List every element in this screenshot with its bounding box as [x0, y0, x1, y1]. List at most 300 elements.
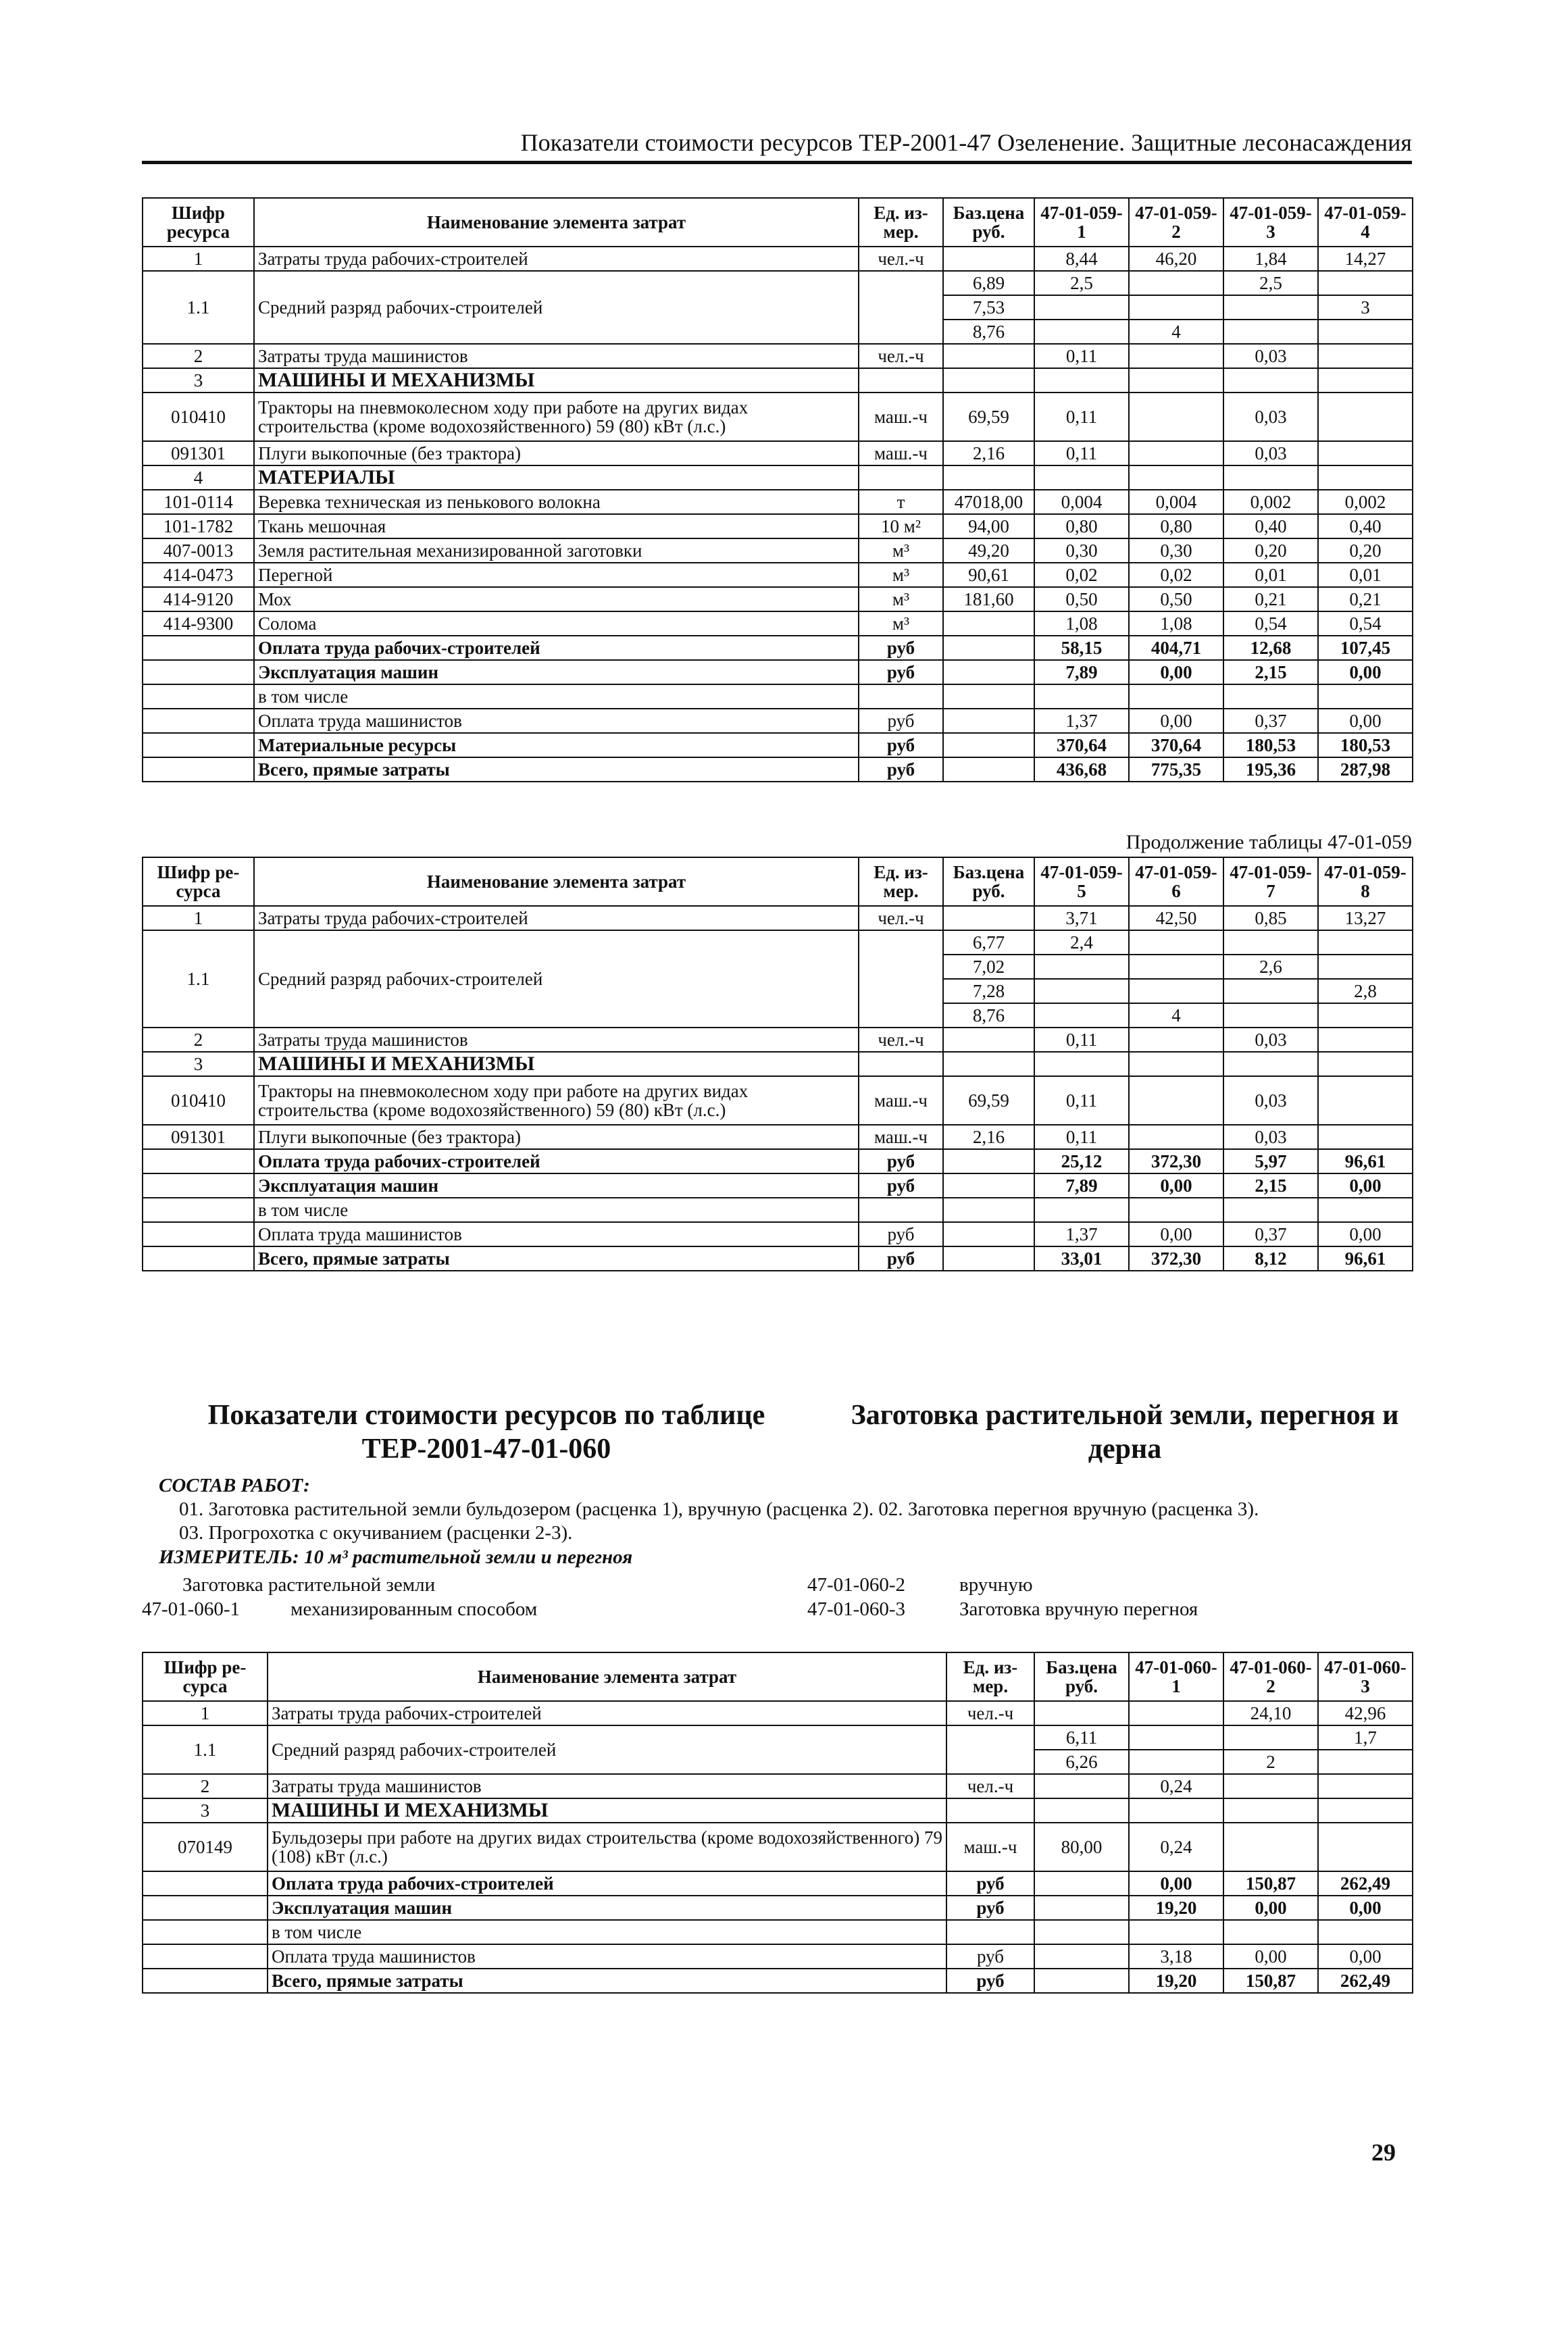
cell: 0,00 — [1129, 709, 1223, 733]
item-code: 47-01-060-1 — [142, 1598, 240, 1620]
composition-text: 01. Заготовка растительной земли бульдозером (расценка 1), вручную (расценка 2). 02. Заготовка перегноя вручную (расценка 3). — [179, 1498, 1259, 1520]
cell: 7,53 — [943, 295, 1034, 320]
cell — [943, 344, 1034, 368]
cell: 14,27 — [1318, 247, 1413, 271]
cell: 0,54 — [1318, 611, 1413, 636]
section-title-right: Заготовка растительной земли, перегноя и дерна — [851, 1400, 1399, 1465]
cell: 1 — [143, 906, 254, 930]
cell: 7,28 — [943, 979, 1034, 1003]
cell: 0,54 — [1223, 611, 1318, 636]
header-code: Шифр ре-сурса — [143, 857, 254, 906]
cell — [1223, 320, 1318, 344]
cell — [1034, 320, 1129, 344]
cell: 2,5 — [1034, 271, 1129, 295]
cell — [1318, 1774, 1413, 1798]
cell: 407-0013 — [143, 538, 254, 563]
table-row — [143, 1944, 1413, 1969]
cell — [1034, 955, 1129, 979]
cell: Всего, прямые затраты — [254, 1246, 859, 1271]
cell: Ткань мешочная — [254, 514, 859, 538]
cell — [1129, 1076, 1223, 1125]
cell: Плуги выкопочные (без трактора) — [254, 1125, 859, 1149]
cell — [1034, 295, 1129, 320]
composition-label: СОСТАВ РАБОТ: — [159, 1475, 310, 1496]
cell: 8,12 — [1223, 1246, 1318, 1271]
header-rate: 47-01-059-6 — [1129, 857, 1223, 906]
cell: Средний разряд рабочих-строителей — [254, 271, 859, 344]
cell — [1129, 441, 1223, 465]
cell: 0,00 — [1318, 709, 1413, 733]
cell — [1318, 1125, 1413, 1149]
cell — [859, 930, 943, 1028]
table-row — [143, 733, 1413, 757]
table-row — [143, 660, 1413, 684]
cell — [1318, 1028, 1413, 1052]
cell — [1318, 271, 1413, 295]
cell: 010410 — [143, 393, 254, 441]
cell — [943, 906, 1034, 930]
cell: 404,71 — [1129, 636, 1223, 660]
cell: 46,20 — [1129, 247, 1223, 271]
table-row — [143, 1222, 1413, 1246]
cell: 414-0473 — [143, 563, 254, 587]
cell: 0,01 — [1318, 563, 1413, 587]
cell: 7,89 — [1034, 660, 1129, 684]
cell: 0,03 — [1223, 1125, 1318, 1149]
table-row — [143, 344, 1413, 368]
cell: Плуги выкопочные (без трактора) — [254, 441, 859, 465]
cell: в том числе — [268, 1920, 946, 1944]
cell: руб — [859, 1173, 943, 1198]
table-row — [143, 514, 1413, 538]
cell: 10 м² — [859, 514, 943, 538]
cell: 414-9300 — [143, 611, 254, 636]
cell: Земля растительная механизированной заготовки — [254, 538, 859, 563]
cell: 8,76 — [943, 1003, 1034, 1028]
cell: м³ — [859, 563, 943, 587]
cell — [1223, 1823, 1318, 1871]
cell: 8,76 — [943, 320, 1034, 344]
cell: 370,64 — [1034, 733, 1129, 757]
cell: 19,20 — [1129, 1896, 1223, 1920]
cell: 33,01 — [1034, 1246, 1129, 1271]
cell: 180,53 — [1318, 733, 1413, 757]
cell — [1223, 1725, 1318, 1750]
item-text: механизированным способом — [290, 1598, 538, 1620]
cell: 372,30 — [1129, 1149, 1223, 1173]
cell: 0,40 — [1318, 514, 1413, 538]
cell: чел.-ч — [946, 1701, 1034, 1725]
cell: 0,24 — [1129, 1774, 1223, 1798]
cell: 0,11 — [1034, 441, 1129, 465]
cell: 6,77 — [943, 930, 1034, 955]
header-name: Наименование элемента затрат — [254, 857, 859, 906]
cell: 2,16 — [943, 441, 1034, 465]
cell: Оплата труда машинистов — [254, 709, 859, 733]
table-row — [143, 757, 1413, 782]
cell: Всего, прямые затраты — [268, 1969, 946, 1993]
table-row — [143, 247, 1413, 271]
cell: 2,8 — [1318, 979, 1413, 1003]
cell: 3,71 — [1034, 906, 1129, 930]
cell: 1,08 — [1129, 611, 1223, 636]
section-heading: МАШИНЫ И МЕХАНИЗМЫ — [268, 1798, 946, 1823]
cell: Перегной — [254, 563, 859, 587]
cell: 42,96 — [1318, 1701, 1413, 1725]
item-code: 47-01-060-3 — [807, 1598, 905, 1620]
cell — [1318, 1823, 1413, 1871]
cell: 0,00 — [1129, 1173, 1223, 1198]
header-rate: 47-01-059-4 — [1318, 198, 1413, 247]
cell: 1.1 — [143, 1725, 268, 1774]
cell: 0,11 — [1034, 1028, 1129, 1052]
cell: Эксплуатация машин — [268, 1896, 946, 1920]
cell — [1318, 320, 1413, 344]
table-row — [143, 1823, 1413, 1871]
running-head: Показатели стоимости ресурсов ТЕР-2001-47 Озеленение. Защитные лесонасаждения — [142, 128, 1412, 164]
header-code: Шифр ресурса — [143, 198, 254, 247]
cell: чел.-ч — [859, 906, 943, 930]
cell: 0,002 — [1223, 490, 1318, 514]
cell: 0,21 — [1318, 587, 1413, 611]
cell — [1129, 1701, 1223, 1725]
table-row — [143, 368, 1413, 393]
section-heading: МАШИНЫ И МЕХАНИЗМЫ — [254, 1052, 859, 1076]
cell: 0,40 — [1223, 514, 1318, 538]
table-row — [143, 1173, 1413, 1198]
cell: 1,7 — [1318, 1725, 1413, 1750]
cell: в том числе — [254, 1198, 859, 1222]
item-text: вручную — [959, 1574, 1033, 1596]
cell — [1223, 1774, 1318, 1798]
header-unit: Ед. из-мер. — [859, 198, 943, 247]
cell: 4 — [1129, 1003, 1223, 1028]
cell: чел.-ч — [859, 247, 943, 271]
cell: 4 — [1129, 320, 1223, 344]
cell — [1223, 930, 1318, 955]
cell: 3 — [143, 1052, 254, 1076]
cell: 3 — [143, 368, 254, 393]
header-rate: 47-01-059-2 — [1129, 198, 1223, 247]
cell: Оплата труда рабочих-строителей — [254, 636, 859, 660]
cell: 0,03 — [1223, 1076, 1318, 1125]
cell: Солома — [254, 611, 859, 636]
cell: 372,30 — [1129, 1246, 1223, 1271]
table-row — [143, 587, 1413, 611]
cell — [1129, 1750, 1223, 1774]
cell: 2,4 — [1034, 930, 1129, 955]
cell: 0,03 — [1223, 441, 1318, 465]
cell: 6,11 — [1034, 1725, 1129, 1750]
header-rate: 47-01-059-1 — [1034, 198, 1129, 247]
cell: 2 — [143, 1028, 254, 1052]
cell: 2,15 — [1223, 660, 1318, 684]
cell: Эксплуатация машин — [254, 660, 859, 684]
table-row — [143, 538, 1413, 563]
cell: 180,53 — [1223, 733, 1318, 757]
cell: Затраты труда рабочих-строителей — [268, 1701, 946, 1725]
table-row — [143, 271, 1413, 295]
cell: 0,11 — [1034, 393, 1129, 441]
cell: 0,80 — [1129, 514, 1223, 538]
cell — [1129, 344, 1223, 368]
cell: руб — [859, 757, 943, 782]
cell: Затраты труда рабочих-строителей — [254, 906, 859, 930]
cell: 7,02 — [943, 955, 1034, 979]
cell: 3 — [1318, 295, 1413, 320]
cell — [1129, 295, 1223, 320]
cell — [1318, 1750, 1413, 1774]
cell: 0,03 — [1223, 344, 1318, 368]
table-row — [143, 441, 1413, 465]
item-text: Заготовка растительной земли — [182, 1574, 436, 1596]
cell: 1.1 — [143, 271, 254, 344]
cell: 0,00 — [1223, 1944, 1318, 1969]
cell: Материальные ресурсы — [254, 733, 859, 757]
cell: 69,59 — [943, 1076, 1034, 1125]
cell: 0,00 — [1318, 1944, 1413, 1969]
table-row — [143, 1920, 1413, 1944]
cell — [1129, 979, 1223, 1003]
header-unit: Ед. из-мер. — [946, 1652, 1034, 1701]
table-row — [143, 1871, 1413, 1896]
cell — [943, 611, 1034, 636]
cell: 96,61 — [1318, 1149, 1413, 1173]
cell: Тракторы на пневмоколесном ходу при работе на других видах строительства (кроме водохозяйственного) 59 (80) кВт (л.с.) — [254, 393, 859, 441]
section-title-left: Показатели стоимости ресурсов по таблице ТЕР-2001-47-01-060 — [207, 1400, 765, 1465]
cell: 0,24 — [1129, 1823, 1223, 1871]
cell — [1223, 295, 1318, 320]
cell: 3 — [143, 1798, 268, 1823]
cell — [1034, 1003, 1129, 1028]
table-row — [143, 611, 1413, 636]
cell — [943, 247, 1034, 271]
cell: 96,61 — [1318, 1246, 1413, 1271]
header-rate: 47-01-059-3 — [1223, 198, 1318, 247]
cell: 262,49 — [1318, 1969, 1413, 1993]
cell: Затраты труда рабочих-строителей — [254, 247, 859, 271]
cell: 24,10 — [1223, 1701, 1318, 1725]
cell: 12,68 — [1223, 636, 1318, 660]
header-code: Шифр ре-сурса — [143, 1652, 268, 1701]
cell: 2,16 — [943, 1125, 1034, 1149]
cell: чел.-ч — [946, 1774, 1034, 1798]
table-row — [143, 684, 1413, 709]
cell: 3,18 — [1129, 1944, 1223, 1969]
cell: 0,00 — [1318, 660, 1413, 684]
cell: 0,37 — [1223, 1222, 1318, 1246]
cell: 0,00 — [1223, 1896, 1318, 1920]
cell: 0,03 — [1223, 1028, 1318, 1052]
cell: м³ — [859, 587, 943, 611]
resource-table-059-1-4 — [142, 197, 1413, 782]
cell: 0,50 — [1034, 587, 1129, 611]
cell: 775,35 — [1129, 757, 1223, 782]
table-row — [143, 906, 1413, 930]
cell: 1,37 — [1034, 709, 1129, 733]
cell: 58,15 — [1034, 636, 1129, 660]
table-row — [143, 1149, 1413, 1173]
table-row — [143, 1052, 1413, 1076]
cell: 0,50 — [1129, 587, 1223, 611]
cell — [1318, 1003, 1413, 1028]
cell: 1,84 — [1223, 247, 1318, 271]
cell: 13,27 — [1318, 906, 1413, 930]
cell: Эксплуатация машин — [254, 1173, 859, 1198]
cell — [1129, 1725, 1223, 1750]
cell: 69,59 — [943, 393, 1034, 441]
cell — [1034, 979, 1129, 1003]
cell: 150,87 — [1223, 1969, 1318, 1993]
cell: руб — [946, 1871, 1034, 1896]
cell: 2,15 — [1223, 1173, 1318, 1198]
cell: 2 — [1223, 1750, 1318, 1774]
cell: 010410 — [143, 1076, 254, 1125]
cell: маш.-ч — [859, 441, 943, 465]
cell — [1223, 1003, 1318, 1028]
cell: 436,68 — [1034, 757, 1129, 782]
cell — [1318, 930, 1413, 955]
cell — [1318, 441, 1413, 465]
cell: Бульдозеры при работе на других видах строительства (кроме водохозяйственного) 79 (108) кВт (л.с.) — [268, 1823, 946, 1871]
table-row — [143, 1028, 1413, 1052]
cell: Мох — [254, 587, 859, 611]
cell: Средний разряд рабочих-строителей — [268, 1725, 946, 1774]
cell: 0,00 — [1129, 1871, 1223, 1896]
table-row — [143, 636, 1413, 660]
cell: Затраты труда машинистов — [254, 1028, 859, 1052]
cell — [943, 1028, 1034, 1052]
table-row — [143, 1725, 1413, 1750]
cell: 0,00 — [1129, 1222, 1223, 1246]
item-code: 47-01-060-2 — [807, 1574, 905, 1596]
cell — [1129, 930, 1223, 955]
cell: 47018,00 — [943, 490, 1034, 514]
cell: 5,97 — [1223, 1149, 1318, 1173]
cell — [859, 271, 943, 344]
table-row — [143, 1125, 1413, 1149]
cell: руб — [859, 636, 943, 660]
cell: м³ — [859, 538, 943, 563]
cell: 0,21 — [1223, 587, 1318, 611]
table-row — [143, 393, 1413, 441]
header-name: Наименование элемента затрат — [254, 198, 859, 247]
cell: 1,37 — [1034, 1222, 1129, 1246]
cell: 414-9120 — [143, 587, 254, 611]
cell — [1034, 1774, 1129, 1798]
cell: Оплата труда машинистов — [254, 1222, 859, 1246]
header-rate: 47-01-060-2 — [1223, 1652, 1318, 1701]
cell: руб — [946, 1944, 1034, 1969]
page-number: 29 — [1371, 2139, 1396, 2166]
cell: Средний разряд рабочих-строителей — [254, 930, 859, 1028]
cell: 1.1 — [143, 930, 254, 1028]
cell: 0,02 — [1034, 563, 1129, 587]
composition-text: 03. Прогрохотка с окучиванием (расценки 2-3). — [179, 1522, 573, 1544]
cell: 181,60 — [943, 587, 1034, 611]
cell: маш.-ч — [859, 393, 943, 441]
cell: 0,004 — [1034, 490, 1129, 514]
cell: 150,87 — [1223, 1871, 1318, 1896]
cell: 0,37 — [1223, 709, 1318, 733]
cell: руб — [859, 709, 943, 733]
cell: 0,00 — [1318, 1173, 1413, 1198]
header-name: Наименование элемента затрат — [268, 1652, 946, 1701]
cell: 0,30 — [1129, 538, 1223, 563]
cell: руб — [859, 1246, 943, 1271]
cell: 4 — [143, 465, 254, 490]
cell: 070149 — [143, 1823, 268, 1871]
cell: руб — [859, 660, 943, 684]
cell — [1034, 1701, 1129, 1725]
cell: 7,89 — [1034, 1173, 1129, 1198]
cell: 19,20 — [1129, 1969, 1223, 1993]
table-row — [143, 1076, 1413, 1125]
cell: Оплата труда рабочих-строителей — [268, 1871, 946, 1896]
section-heading: МАТЕРИАЛЫ — [254, 465, 859, 490]
cell: 0,85 — [1223, 906, 1318, 930]
cell — [1129, 1028, 1223, 1052]
cell — [946, 1725, 1034, 1774]
cell — [1129, 1125, 1223, 1149]
cell: чел.-ч — [859, 1028, 943, 1052]
cell: м³ — [859, 611, 943, 636]
resource-table-060 — [142, 1652, 1413, 1994]
cell: 0,20 — [1223, 538, 1318, 563]
table-row — [143, 1896, 1413, 1920]
cell: 6,89 — [943, 271, 1034, 295]
cell: 2 — [143, 344, 254, 368]
cell: т — [859, 490, 943, 514]
table-row — [143, 709, 1413, 733]
cell: 0,03 — [1223, 393, 1318, 441]
cell: 091301 — [143, 1125, 254, 1149]
header-base-price: Баз.цена руб. — [1034, 1652, 1129, 1701]
table-row — [143, 1798, 1413, 1823]
continuation-label: Продолжение таблицы 47-01-059 — [1126, 831, 1412, 853]
cell: 107,45 — [1318, 636, 1413, 660]
section-heading: МАШИНЫ И МЕХАНИЗМЫ — [254, 368, 859, 393]
cell: чел.-ч — [859, 344, 943, 368]
cell: 1 — [143, 1701, 268, 1725]
table-row — [143, 465, 1413, 490]
cell: руб — [946, 1896, 1034, 1920]
cell: 0,11 — [1034, 1125, 1129, 1149]
cell: 195,36 — [1223, 757, 1318, 782]
cell: 0,00 — [1129, 660, 1223, 684]
cell: 42,50 — [1129, 906, 1223, 930]
cell: маш.-ч — [859, 1076, 943, 1125]
meter-label: ИЗМЕРИТЕЛЬ: 10 м³ растительной земли и перегноя — [159, 1546, 633, 1568]
cell: 0,20 — [1318, 538, 1413, 563]
cell: 0,004 — [1129, 490, 1223, 514]
resource-table-059-5-8 — [142, 857, 1413, 1271]
cell — [1318, 393, 1413, 441]
cell — [1129, 955, 1223, 979]
cell: маш.-ч — [946, 1823, 1034, 1871]
cell: Оплата труда машинистов — [268, 1944, 946, 1969]
cell: 0,02 — [1129, 563, 1223, 587]
cell: 0,00 — [1318, 1896, 1413, 1920]
cell: Оплата труда рабочих-строителей — [254, 1149, 859, 1173]
cell — [1129, 271, 1223, 295]
table-row — [143, 1701, 1413, 1725]
table-row — [143, 1246, 1413, 1271]
cell: Веревка техническая из пенькового волокна — [254, 490, 859, 514]
cell: 0,11 — [1034, 344, 1129, 368]
cell: 2,5 — [1223, 271, 1318, 295]
cell: маш.-ч — [859, 1125, 943, 1149]
